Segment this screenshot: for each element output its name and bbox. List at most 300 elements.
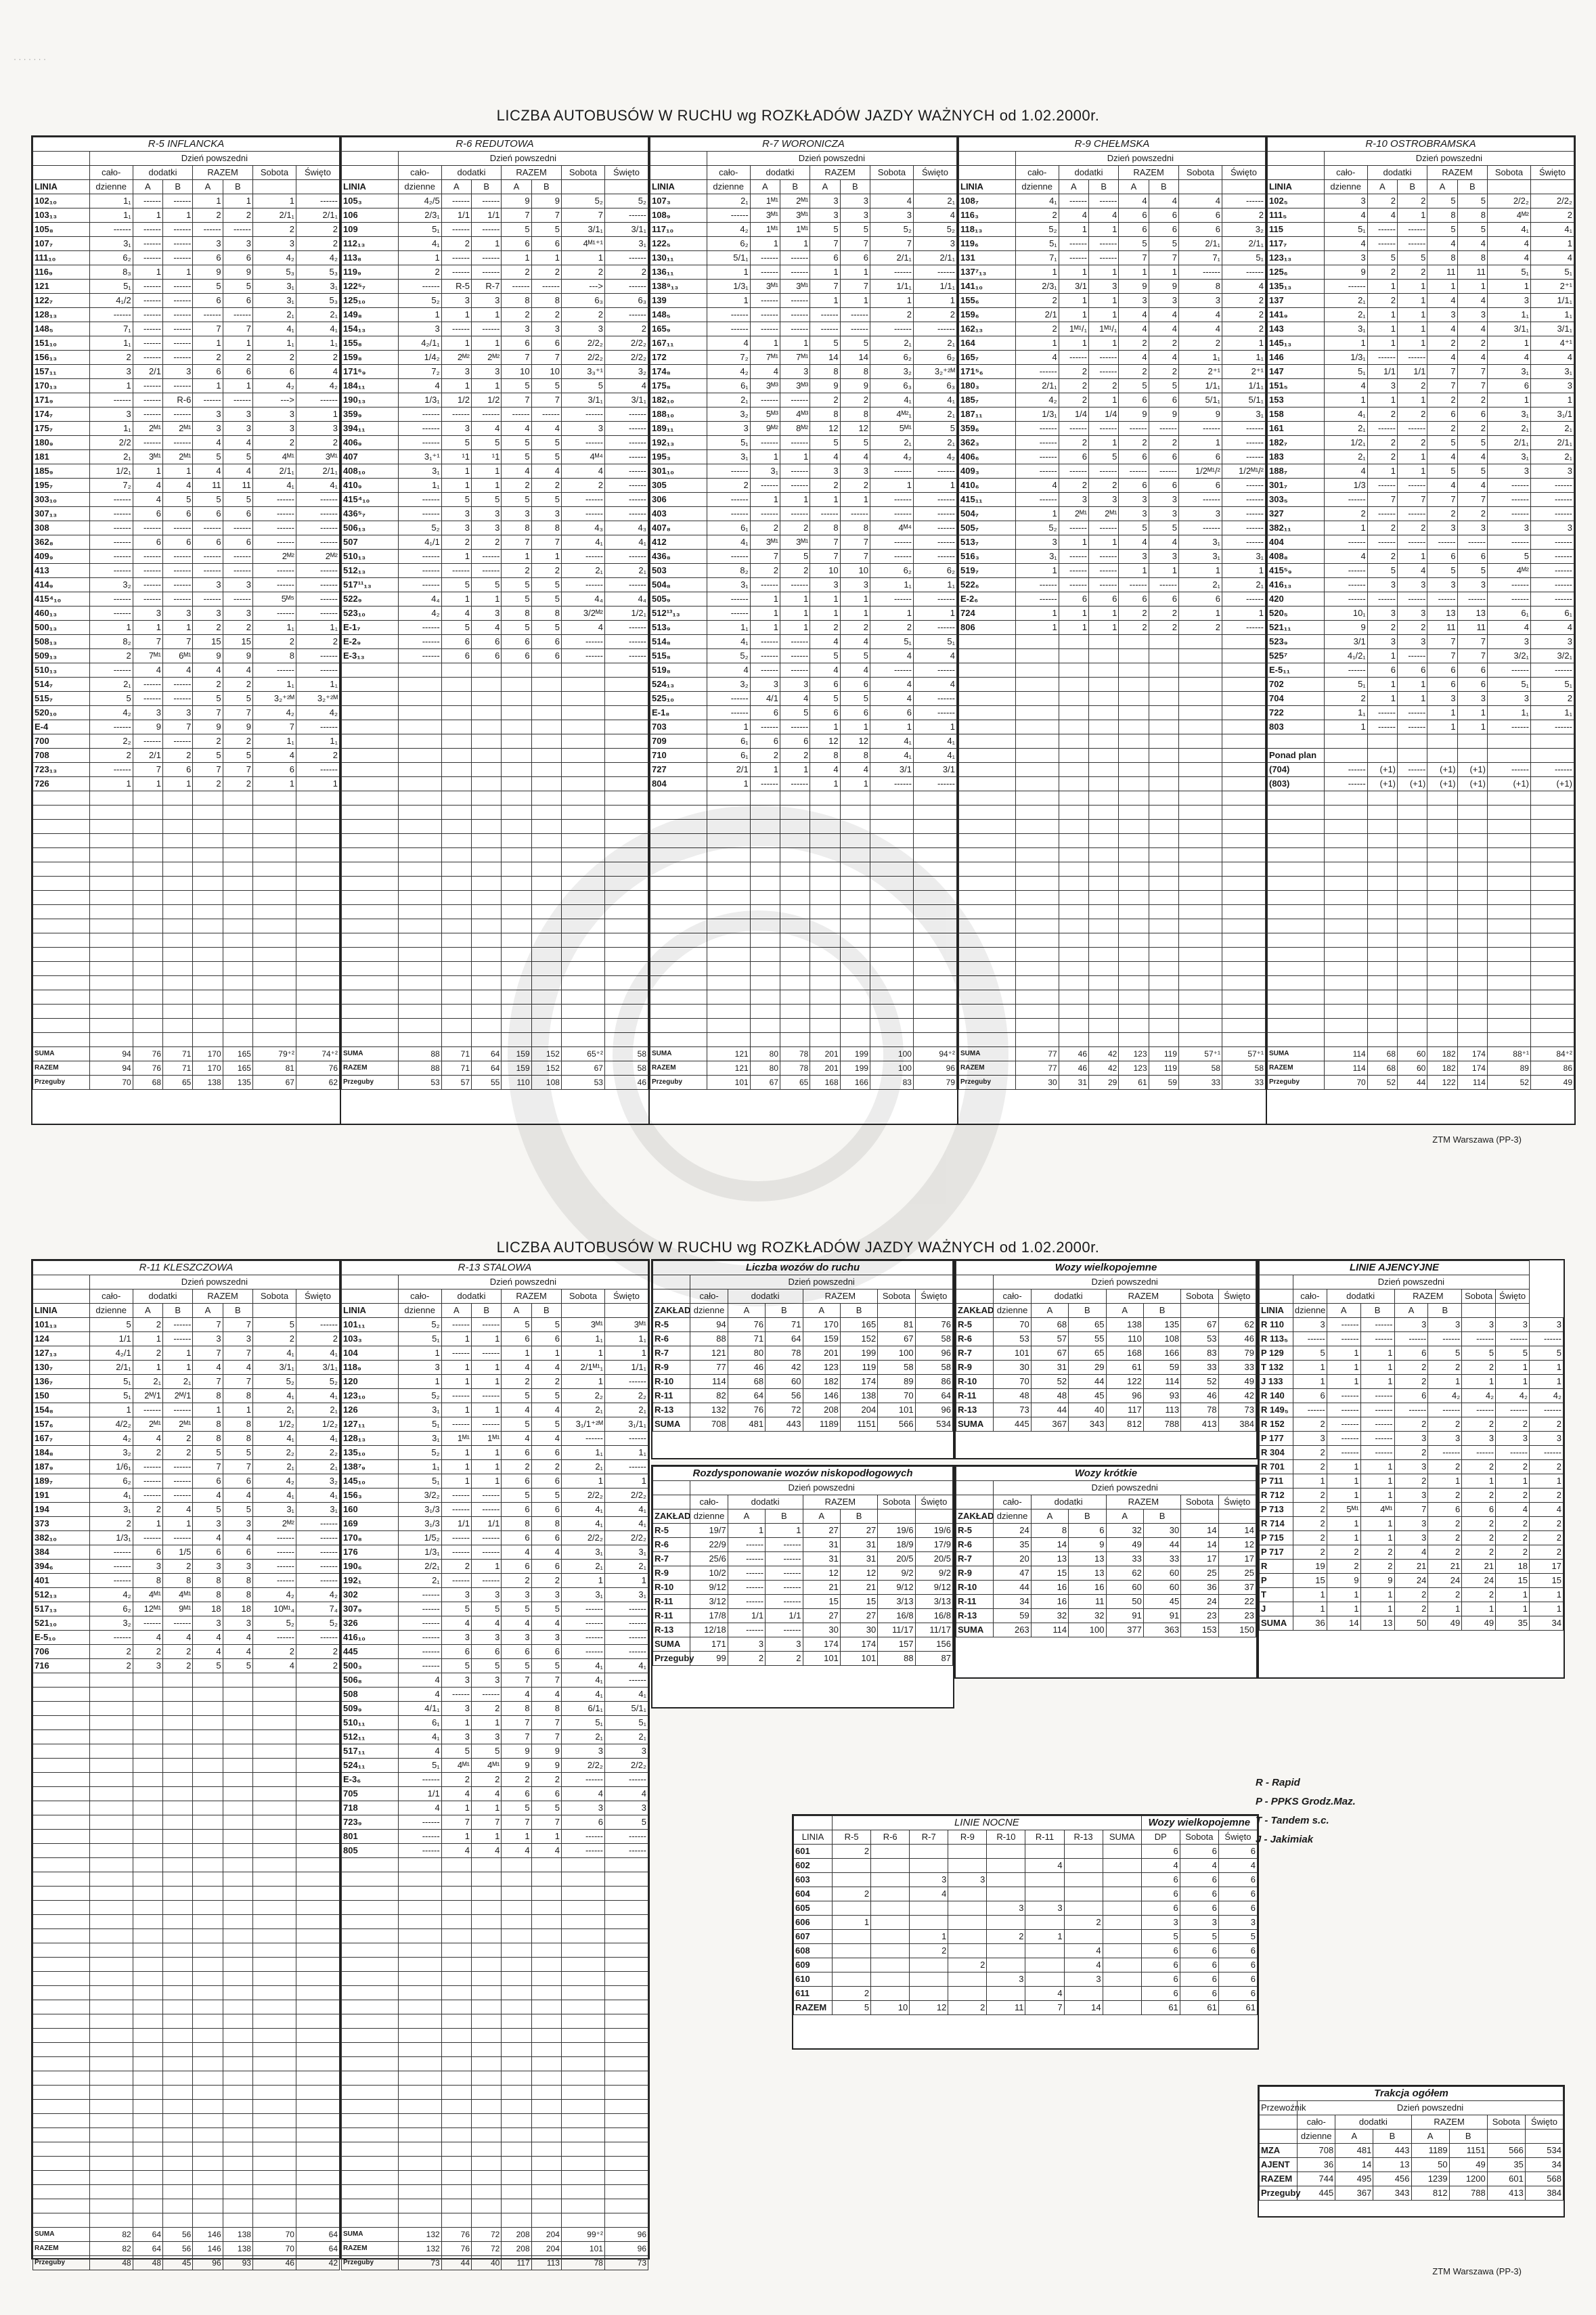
bus-count: 1 [441, 1474, 471, 1489]
empty-cell [1059, 706, 1088, 720]
empty-cell [133, 2171, 162, 2185]
empty-cell [1398, 848, 1427, 862]
empty-cell [133, 933, 162, 948]
empty-cell [296, 848, 339, 862]
empty-row [1268, 919, 1574, 933]
bus-count: ------ [1015, 578, 1059, 592]
value-cell: 481 [1335, 2144, 1373, 2158]
empty-cell [163, 2057, 193, 2071]
table-row [1268, 607, 1574, 621]
empty-cell [502, 1943, 531, 1958]
bus-count: 1 [1327, 1517, 1360, 1531]
empty-cell [959, 862, 1016, 877]
table-row [33, 749, 340, 763]
table-row [959, 393, 1266, 407]
bus-count: 2/1₁ [296, 208, 339, 223]
bus-count: 5₁ [707, 436, 750, 450]
bus-count: ------ [604, 621, 648, 635]
column-header: R-13 [1064, 1830, 1103, 1845]
empty-cell [342, 891, 399, 905]
bus-count: 2 [472, 535, 502, 550]
bus-count: 6 [750, 734, 780, 749]
empty-cell [502, 749, 531, 763]
bus-count: 2 [948, 1958, 987, 1972]
line-number: 394₆ [33, 1560, 90, 1574]
value-cell: 363 [1143, 1623, 1180, 1637]
bus-count: ------ [163, 1616, 193, 1631]
bus-count: 2 [296, 1659, 339, 1673]
bus-count: 3 [910, 1873, 948, 1887]
empty-cell [398, 2128, 441, 2142]
bus-count [833, 1944, 871, 1958]
bus-count: 3₁ [1222, 550, 1265, 564]
totals-value: 81 [252, 1061, 296, 1076]
bus-count: 1 [1015, 607, 1059, 621]
bus-count: 2₁ [604, 1730, 648, 1744]
bus-count: 4 [502, 1545, 531, 1560]
header-a: A [1031, 1304, 1068, 1318]
bus-count: 1/2₂ [296, 1417, 339, 1432]
empty-cell [750, 791, 780, 806]
bus-count: 1 [1059, 621, 1088, 635]
bus-count: 1 [1367, 308, 1397, 322]
bus-count: 4 [1530, 621, 1574, 635]
bus-count: 2₁ [252, 1460, 296, 1474]
value-cell: 65 [1069, 1318, 1106, 1332]
bus-count: ------ [604, 464, 648, 479]
table-row [959, 436, 1266, 450]
empty-cell [1015, 990, 1059, 1005]
line-number: 308 [33, 521, 90, 535]
bus-count: 7₂ [89, 479, 133, 493]
line-number: 138⁷₉ [342, 1460, 399, 1474]
empty-row [342, 2185, 648, 2199]
bus-count: 3 [1089, 280, 1119, 294]
empty-cell [89, 933, 133, 948]
bus-count: 2 [1222, 208, 1265, 223]
line-number: 382₁₀ [33, 1531, 90, 1545]
value-cell: 45 [1069, 1389, 1106, 1403]
bus-count: ------ [133, 678, 162, 692]
empty-cell [959, 933, 1016, 948]
bus-count: 5 [89, 1318, 133, 1332]
bus-count: 4₁ [561, 1659, 604, 1673]
bus-count: 1₁ [296, 678, 339, 692]
table-row [650, 607, 957, 621]
bus-count [1324, 749, 1367, 763]
bus-count: 17 [1530, 1560, 1564, 1574]
empty-cell [1178, 877, 1222, 891]
totals-value: 76 [441, 2242, 471, 2256]
empty-cell [441, 806, 471, 820]
empty-cell [707, 990, 750, 1005]
empty-cell [870, 962, 913, 976]
bus-count: 4 [810, 763, 840, 777]
empty-cell [531, 1972, 561, 1986]
line-number: 139 [650, 294, 707, 308]
empty-cell [163, 1702, 193, 1716]
empty-cell [604, 2185, 648, 2199]
empty-cell [398, 848, 441, 862]
table-row [959, 422, 1266, 436]
empty-cell [296, 1958, 339, 1972]
bus-count: 1 [1398, 322, 1427, 336]
line-number: 305 [650, 479, 707, 493]
bus-count: ------ [223, 308, 252, 322]
totals-value: 159 [502, 1047, 531, 1061]
bus-count [910, 1958, 948, 1972]
line-number: 116₉ [33, 265, 90, 280]
table-row [33, 336, 340, 351]
bus-count: 4₂ [707, 365, 750, 379]
empty-cell [1119, 777, 1149, 791]
empty-cell [1015, 891, 1059, 905]
table-row [1268, 379, 1574, 393]
bus-count: 1ᴹ¹ [750, 194, 780, 208]
empty-cell [1427, 1005, 1457, 1019]
empty-cell [1222, 777, 1265, 791]
bus-count: 4 [193, 1631, 223, 1645]
bus-count: 2⁺¹ [1178, 365, 1222, 379]
bus-count: 4₁ [296, 1346, 339, 1361]
totals-value: 182 [1427, 1047, 1457, 1061]
value-cell: 70 [878, 1389, 915, 1403]
bus-count: 1 [1427, 706, 1457, 720]
empty-cell [223, 1019, 252, 1033]
header-blank [1181, 1509, 1218, 1524]
table-row [33, 1417, 340, 1432]
empty-cell [604, 692, 648, 706]
empty-cell [398, 948, 441, 962]
bus-count: 2 [472, 1773, 502, 1787]
bus-count: ------ [1059, 422, 1088, 436]
bus-count: 7 [223, 322, 252, 336]
bus-count: ------ [89, 393, 133, 407]
bus-count: ------ [1487, 663, 1530, 678]
empty-cell [1268, 990, 1325, 1005]
empty-cell [163, 1858, 193, 1872]
table-row [959, 322, 1266, 336]
table-row [650, 450, 957, 464]
empty-cell [1487, 1005, 1530, 1019]
bus-count: ------ [1089, 251, 1119, 265]
bus-count: ------ [133, 436, 162, 450]
bus-count: ------ [502, 407, 531, 422]
table-row [342, 1659, 648, 1673]
empty-cell [1268, 848, 1325, 862]
empty-cell [89, 1901, 133, 1915]
bus-count: 5 [472, 1744, 502, 1759]
bus-count: 3 [1427, 521, 1457, 535]
line-number: 404 [1268, 535, 1325, 550]
empty-cell [296, 2114, 339, 2128]
empty-cell [252, 2029, 296, 2043]
bus-count: ------ [870, 493, 913, 507]
bus-count: ------ [870, 592, 913, 607]
empty-cell [441, 720, 471, 734]
empty-cell [163, 2157, 193, 2171]
bus-count: 5ᴹ⁵ [252, 592, 296, 607]
bus-count: 4 [1367, 208, 1397, 223]
bus-count: ------ [1178, 265, 1222, 280]
empty-cell [604, 1858, 648, 1872]
empty-cell [1487, 791, 1530, 806]
bus-count [1103, 1845, 1141, 1859]
bus-count: 3 [502, 1588, 531, 1602]
empty-cell [398, 2171, 441, 2185]
value-cell: 168 [1106, 1346, 1143, 1361]
empty-cell [707, 848, 750, 862]
bus-count: 7 [133, 763, 162, 777]
bus-count: ------ [296, 649, 339, 663]
bus-count: 3ᴹ¹ [133, 450, 162, 464]
bus-count: 10 [871, 2001, 910, 2015]
table-row [959, 208, 1266, 223]
empty-row [33, 2213, 340, 2228]
bus-count: ------ [133, 237, 162, 251]
empty-cell [959, 948, 1016, 962]
bus-count: 1₁ [870, 578, 913, 592]
empty-cell [223, 2114, 252, 2128]
bus-count: 3₁ [89, 1503, 133, 1517]
empty-cell [133, 1716, 162, 1730]
bus-count: 2 [833, 1887, 871, 1901]
bus-count: 21 [1462, 1560, 1496, 1574]
bus-count: 5 [531, 450, 561, 464]
bus-count: 2₁ [89, 678, 133, 692]
totals-value: 65 [780, 1076, 810, 1090]
empty-cell [252, 1716, 296, 1730]
table-row [1260, 1375, 1564, 1389]
empty-cell [223, 905, 252, 919]
empty-cell [1059, 948, 1088, 962]
empty-cell [1487, 891, 1530, 905]
bus-count: 7 [531, 1730, 561, 1744]
table-row [33, 1517, 340, 1531]
bus-count: 7 [193, 1318, 223, 1332]
empty-cell [1059, 649, 1088, 663]
empty-cell [133, 1815, 162, 1830]
empty-cell [604, 2029, 648, 2043]
table-title: Rozdysponowanie wozów niskopodłogowych [653, 1467, 953, 1481]
bus-count: 2 [163, 1645, 193, 1659]
bus-count: 5 [502, 578, 531, 592]
bus-count: 2 [750, 564, 780, 578]
line-number: 705 [342, 1787, 399, 1801]
header-dzienne: dzienne [1298, 2130, 1335, 2144]
bus-count: 4₁ [604, 535, 648, 550]
bus-count: 4 [193, 1645, 223, 1659]
bus-count: 2/2₂ [561, 1489, 604, 1503]
value-cell: 15 [1031, 1566, 1068, 1581]
header-calo: cało- [1298, 2115, 1335, 2130]
empty-cell [1487, 862, 1530, 877]
bus-count: 1 [810, 592, 840, 607]
header-dzienne: dzienne [398, 1304, 441, 1318]
line-number: 409₉ [33, 550, 90, 564]
bus-count: ------ [1367, 351, 1397, 365]
bus-count: 5 [1119, 237, 1149, 251]
bus-count: 5₁ [1487, 678, 1530, 692]
empty-cell [252, 877, 296, 891]
bus-count: ------ [163, 379, 193, 393]
empty-cell [441, 834, 471, 848]
line-number: 104 [342, 1346, 399, 1361]
bus-count: 4₁ [252, 1346, 296, 1361]
empty-cell [252, 834, 296, 848]
bus-count [987, 1887, 1025, 1901]
bus-count: ------ [604, 1616, 648, 1631]
bus-count: ------ [750, 720, 780, 734]
empty-cell [1398, 862, 1427, 877]
header-dodatki: dodatki [1367, 166, 1427, 180]
empty-cell [959, 692, 1016, 706]
empty-cell [531, 1901, 561, 1915]
table-row [342, 1489, 648, 1503]
bus-count: 5 [502, 223, 531, 237]
depot-table [32, 1260, 340, 2270]
bus-count: ------ [1530, 1332, 1564, 1346]
empty-row [342, 848, 648, 862]
table-row [959, 407, 1266, 422]
bus-count: 2₁ [707, 393, 750, 407]
line-number: R 140 [1260, 1389, 1293, 1403]
value-cell: 58 [915, 1332, 952, 1346]
empty-row [1268, 877, 1574, 891]
column-header: R-6 [871, 1830, 910, 1845]
bus-count: ------ [193, 550, 223, 564]
empty-cell [252, 933, 296, 948]
line-number: 103₁₃ [33, 208, 90, 223]
empty-cell [193, 862, 223, 877]
bus-count: 6 [1427, 678, 1457, 692]
line-number: 410₆ [959, 479, 1016, 493]
empty-cell [133, 948, 162, 962]
empty-cell [342, 1872, 399, 1887]
bus-count: 5 [1457, 464, 1487, 479]
bus-count: 1ᴹ¹ [780, 223, 810, 237]
bus-count: 5₂ [870, 223, 913, 237]
table-row [653, 1389, 953, 1403]
bus-count: 1 [441, 550, 471, 564]
bus-count: ------ [296, 1318, 339, 1332]
line-number: 406₉ [342, 436, 399, 450]
empty-cell [650, 990, 707, 1005]
bus-count: 5₁ [89, 1389, 133, 1403]
bus-count: 6 [1141, 1958, 1180, 1972]
line-number: 604 [794, 1887, 833, 1901]
table-row [1268, 635, 1574, 649]
value-cell: 14 [1181, 1524, 1218, 1538]
table-row [33, 1645, 340, 1659]
bus-count: 3/2₂ [398, 1489, 441, 1503]
bus-count: 3 [840, 208, 870, 223]
bus-count: 5ᴹ¹ [870, 422, 913, 436]
table-row [342, 1417, 648, 1432]
empty-row [33, 891, 340, 905]
table-row [959, 607, 1266, 621]
bus-count: 4₁ [252, 479, 296, 493]
bus-count: 4 [561, 1787, 604, 1801]
empty-cell [133, 976, 162, 990]
line-number: 159₈ [342, 351, 399, 365]
empty-row [33, 1773, 340, 1787]
line-number: 611 [794, 1987, 833, 2001]
bus-count: 6 [1178, 592, 1222, 607]
bus-count: 3 [1487, 521, 1530, 535]
bus-count: ------ [1496, 1446, 1530, 1460]
header-a: A [1119, 180, 1149, 194]
line-number: 155₈ [342, 336, 399, 351]
value-cell: 481 [728, 1417, 765, 1432]
header-sobota: Sobota [252, 1289, 296, 1304]
totals-value: 119 [1149, 1061, 1178, 1076]
empty-cell [296, 2071, 339, 2086]
empty-cell [1149, 749, 1178, 763]
table-row [33, 308, 340, 322]
bus-count: 5 [472, 493, 502, 507]
header-b: B [472, 180, 502, 194]
empty-row [33, 2043, 340, 2057]
table-row [33, 450, 340, 464]
value-cell: 46 [1218, 1332, 1256, 1346]
empty-cell [840, 1033, 870, 1047]
empty-cell [472, 720, 502, 734]
bus-count: 4 [1457, 294, 1487, 308]
empty-cell [89, 1986, 133, 2000]
totals-value: 67 [252, 1076, 296, 1090]
empty-cell [252, 1801, 296, 1815]
table-row [956, 1581, 1256, 1595]
bus-count: 3 [163, 607, 193, 621]
bus-count: 7 [193, 1375, 223, 1389]
table-row [342, 1702, 648, 1716]
bus-count: 4₂ [296, 1588, 339, 1602]
bus-count: 1 [870, 607, 913, 621]
totals-value: 94⁺² [913, 1047, 956, 1061]
bus-count: 4 [707, 663, 750, 678]
empty-cell [561, 2199, 604, 2213]
empty-cell [561, 2029, 604, 2043]
empty-cell [472, 948, 502, 962]
value-cell: 14 [1031, 1538, 1068, 1552]
empty-cell [223, 1005, 252, 1019]
bus-count: 1 [502, 251, 531, 265]
value-cell: 12 [840, 1566, 877, 1581]
empty-cell [472, 1929, 502, 1943]
bus-count: 1 [1496, 1375, 1530, 1389]
bus-count: ------ [1059, 251, 1088, 265]
value-cell: 80 [728, 1346, 765, 1361]
bus-count: 4 [441, 607, 471, 621]
bus-count: 3 [870, 208, 913, 223]
bus-count: 8 [502, 1702, 531, 1716]
empty-row [33, 933, 340, 948]
empty-cell [163, 1688, 193, 1702]
empty-row [342, 1986, 648, 2000]
empty-cell [913, 806, 956, 820]
line-number: 195₃ [650, 450, 707, 464]
header-calo: cało- [690, 1495, 728, 1509]
empty-cell [531, 976, 561, 990]
bus-count: 4₂/1₁ [398, 336, 441, 351]
bus-count: ------ [750, 479, 780, 493]
line-number: 174₈ [650, 365, 707, 379]
bus-count: 1 [441, 1446, 471, 1460]
table-row [959, 464, 1266, 479]
empty-cell [650, 976, 707, 990]
line-number: 189₁₁ [650, 422, 707, 436]
